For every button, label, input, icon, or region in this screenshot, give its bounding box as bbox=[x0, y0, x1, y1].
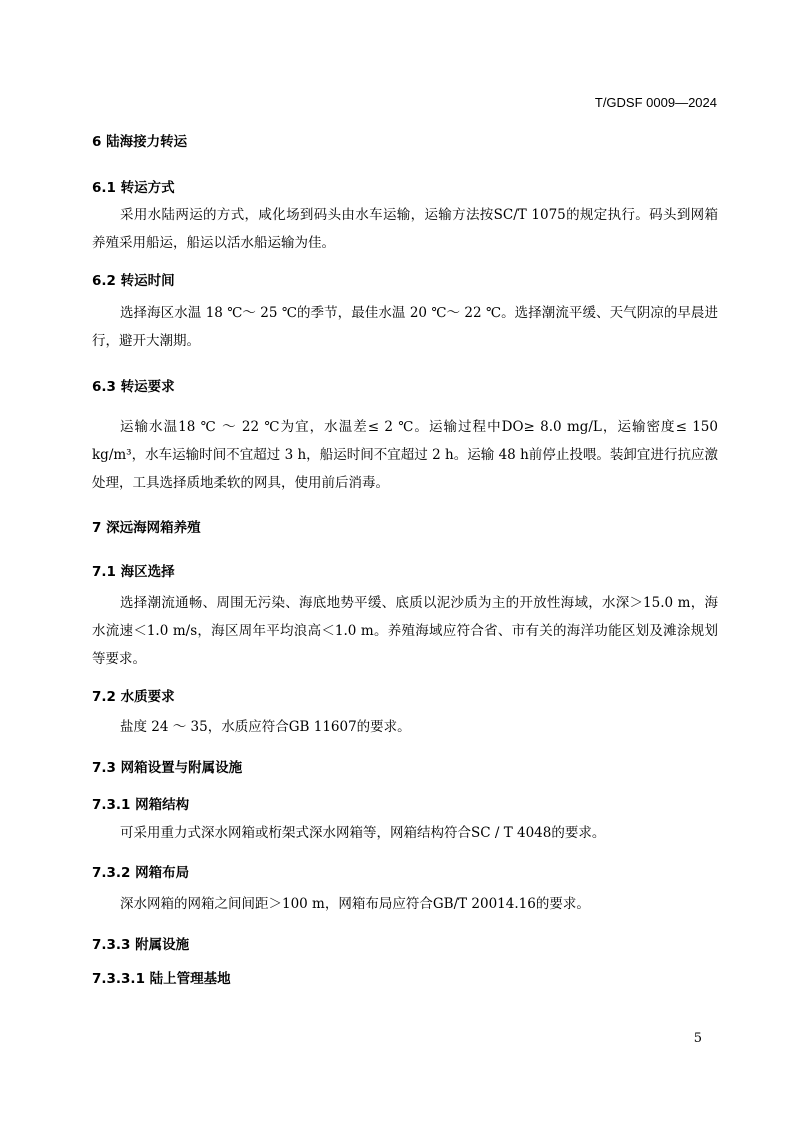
section-7-3-3-1-heading: 7.3.3.1 陆上管理基地 bbox=[92, 971, 231, 987]
section-7-2-text: 盐度 24 ～ 35，水质应符合GB 11607的要求。 bbox=[120, 719, 411, 735]
document-code: T/GDSF 0009—2024 bbox=[594, 95, 717, 110]
section-7-3-1-heading: 7.3.1 网箱结构 bbox=[92, 797, 190, 813]
section-7-3-2-text: 深水网箱的网箱之间间距＞100 m，网箱布局应符合GB/T 20014.16的要求。 bbox=[120, 896, 590, 912]
section-7-3-heading: 7.3 网箱设置与附属设施 bbox=[92, 760, 243, 776]
page-number: 5 bbox=[693, 1031, 702, 1046]
section-6-heading: 6 陆海接力转运 bbox=[92, 134, 188, 150]
section-7-1-heading: 7.1 海区选择 bbox=[92, 564, 175, 580]
section-6-1-text: 采用水陆两运的方式，咸化场到码头由水车运输，运输方法按SC/T 1075的规定执行。码头到网箱养殖采用船运，船运以活水船运输为佳。 bbox=[92, 207, 718, 251]
section-6-2-heading: 6.2 转运时间 bbox=[92, 273, 175, 289]
section-6-3-text: 运输水温18 ℃ ～ 22 ℃为宜，水温差≤ 2 ℃。运输过程中DO≥ 8.0 mg/L，运输密度≤ 150 kg/m³，水车运输时间不宜超过 3 h，船运时间不宜超过 2 h。运输 48 h前停止投喂。装卸宜进行抗应激处理，工具选择质地柔软的网具，使用前后消毒。 bbox=[92, 419, 718, 491]
section-7-1-text: 选择潮流通畅、周围无污染、海底地势平缓、底质以泥沙质为主的开放性海域，水深＞15.0 m，海水流速＜1.0 m/s，海区周年平均浪高＜1.0 m。养殖海域应符合省、市有关的海洋功能区划及滩涂规划等要求。 bbox=[92, 595, 718, 667]
section-6-1-heading: 6.1 转运方式 bbox=[92, 180, 175, 196]
section-7-heading: 7 深远海网箱养殖 bbox=[92, 520, 201, 536]
section-7-3-2-heading: 7.3.2 网箱布局 bbox=[92, 865, 190, 881]
section-7-3-1-text: 可采用重力式深水网箱或桁架式深水网箱等，网箱结构符合SC / T 4048的要求。 bbox=[120, 825, 606, 841]
section-7-3-3-heading: 7.3.3 附属设施 bbox=[92, 937, 190, 953]
section-6-3-heading: 6.3 转运要求 bbox=[92, 379, 175, 395]
section-6-2-text: 选择海区水温 18 ℃～ 25 ℃的季节，最佳水温 20 ℃～ 22 ℃。选择潮流平缓、天气阴凉的早晨进行，避开大潮期。 bbox=[92, 305, 718, 349]
section-7-2-heading: 7.2 水质要求 bbox=[92, 689, 175, 705]
